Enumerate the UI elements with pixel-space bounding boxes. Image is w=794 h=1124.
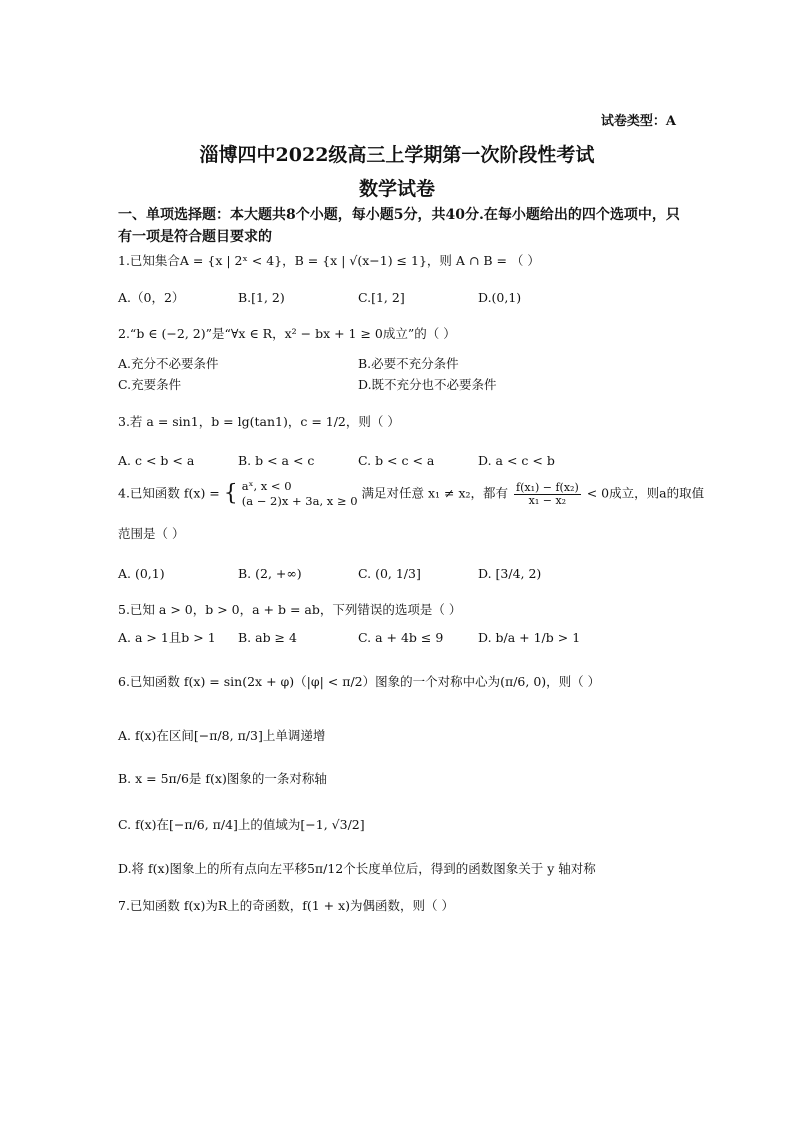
question-2-stem: 2.“b ∈ (−2, 2)”是“∀x ∈ R，x² − bx + 1 ≥ 0成立”的（ ） [118,326,456,341]
question-6-stem: 6.已知函数 f(x) = sin(2x + φ)（|φ| < π/2）图象的一个对称中心为(π/6, 0)，则（ ） [118,674,601,689]
piecewise-brace: { [223,481,238,506]
exam-title: 淄博四中2022级高三上学期第一次阶段性考试 [199,144,595,166]
q4-stem-continued: 范围是（ ） [118,526,185,541]
frac-numerator: f(x₁) − f(x₂) [516,480,579,494]
q2-option-c: C.充要条件 [118,377,182,392]
q2-option-a: A.充分不必要条件 [118,356,219,371]
q2-option-b: B.必要不充分条件 [358,356,459,371]
q2-option-d: D.既不充分也不必要条件 [358,377,497,392]
piece-1: aˣ, x < 0 [241,479,292,493]
q4-option-b: B. (2, +∞) [238,566,302,581]
q6-option-b: B. x = 5π/6是 f(x)图象的一条对称轴 [118,771,327,786]
piece-2: (a − 2)x + 3a, x ≥ 0 [241,494,358,508]
q5-option-b: B. ab ≥ 4 [238,630,297,645]
frac-denominator: x₁ − x₂ [528,493,567,507]
difference-quotient [514,482,581,507]
q1-option-d: D.(0,1) [478,290,522,305]
paper-type-label: 试卷类型：A [600,114,676,129]
q4-stem-c: < 0成立，则a的取值 [586,485,705,501]
q6-option-a: A. f(x)在区间[−π/8, π/3]上单调递增 [118,728,326,743]
q4-option-d: D. [3/4, 2) [478,566,542,581]
question-4-stem [118,479,705,519]
q5-option-c: C. a + 4b ≤ 9 [358,630,444,645]
q6-option-c: C. f(x)在[−π/6, π/4]上的值域为[−1, √3/2] [118,817,365,832]
q5-option-a: A. a > 1且b > 1 [118,630,216,645]
q4-option-c: C. (0, 1/3] [358,566,421,581]
q3-option-b: B. b < a < c [238,453,315,468]
q1-option-a: A.（0，2） [118,290,185,305]
exam-subtitle: 数学试卷 [358,178,435,200]
q4-stem-b: 满足对任意 x₁ ≠ x₂，都有 [361,485,509,501]
question-7-stem: 7.已知函数 f(x)为R上的奇函数，f(1 + x)为偶函数，则（ ） [118,898,455,913]
q3-option-d: D. a < c < b [478,453,555,468]
piecewise-cases [242,479,358,509]
q4-stem-a: 4.已知函数 f(x) = [118,485,220,501]
q3-option-a: A. c < b < a [118,453,195,468]
q1-option-b: B.[1, 2) [238,290,285,305]
section-heading: 一、单项选择题：本大题共8个小题，每小题5分，共40分.在每小题给出的四个选项中，只有一项是符合题目要求的 [118,207,680,245]
q5-option-d: D. b/a + 1/b > 1 [478,630,581,645]
q3-option-c: C. b < c < a [358,453,435,468]
q1-option-c: C.[1, 2] [358,290,405,305]
question-3-stem: 3.若 a = sin1，b = lg(tan1)，c = 1/2，则（ ） [118,414,400,429]
question-1-stem: 1.已知集合A = {x | 2ˣ < 4}，B = {x | √(x−1) ≤ 1}，则 A ∩ B = （ ） [118,253,540,268]
question-5-stem: 5.已知 a > 0，b > 0，a + b = ab，下列错误的选项是（ ） [118,602,462,617]
q4-option-a: A. (0,1) [118,566,165,581]
q6-option-d: D.将 f(x)图象上的所有点向左平移5π/12个长度单位后，得到的函数图象关于 y 轴对称 [118,861,596,876]
